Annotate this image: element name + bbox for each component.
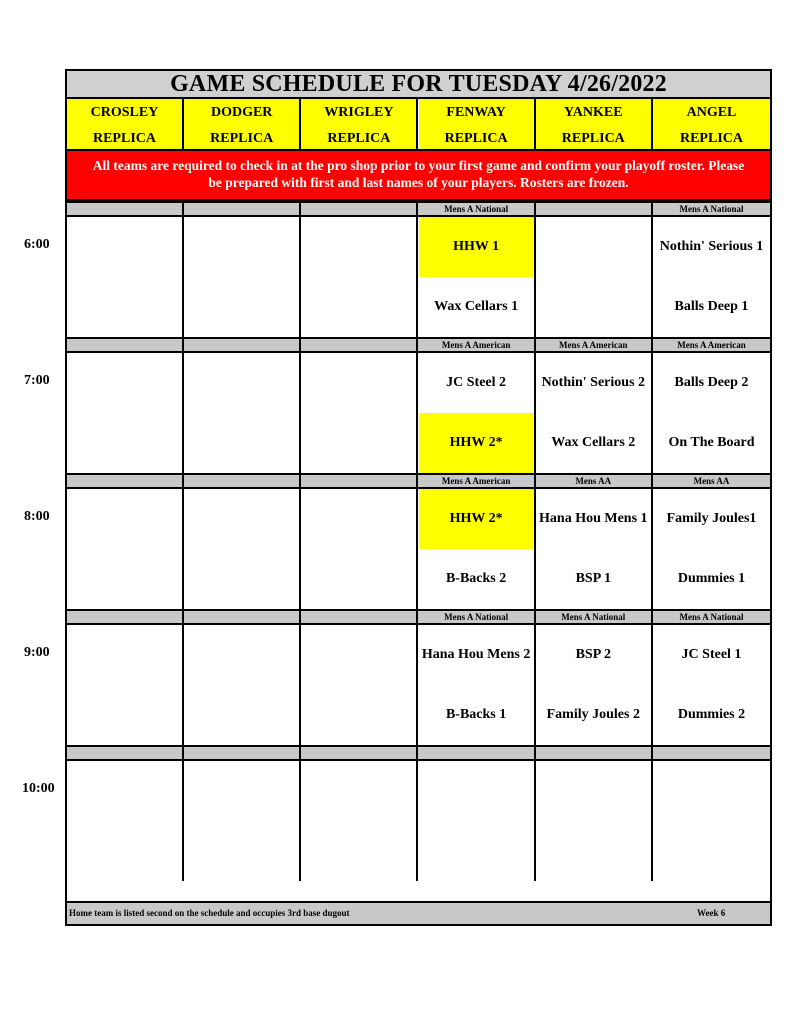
home-team [67, 549, 182, 609]
field-subtitle: REPLICA [92, 131, 156, 146]
away-team [184, 625, 299, 685]
away-team: BSP 2 [575, 647, 611, 662]
game-cell [184, 217, 301, 337]
game-cell [301, 217, 418, 337]
time-slot-row [67, 489, 770, 609]
game-cell [653, 353, 770, 473]
game-cell [301, 625, 418, 745]
division-label: Mens A American [419, 475, 536, 487]
division-label [536, 203, 653, 215]
field-header-row [67, 99, 770, 149]
division-row [67, 745, 770, 761]
division-label [301, 475, 418, 487]
away-team [301, 217, 416, 277]
game-cell [184, 353, 301, 473]
game-cell [67, 217, 184, 337]
home-team: Wax Cellars 2 [551, 435, 636, 450]
division-label [301, 339, 418, 351]
division-label [67, 339, 184, 351]
away-team [184, 761, 299, 821]
field-name: FENWAY [446, 105, 506, 120]
time-label: 10:00 [22, 781, 55, 796]
time-label: 9:00 [24, 645, 50, 660]
game-cell [536, 761, 653, 881]
division-label [67, 203, 184, 215]
time-slot-row [67, 353, 770, 473]
away-team: JC Steel 2 [446, 375, 507, 390]
division-label [184, 339, 301, 351]
game-cell [536, 217, 653, 337]
division-label [184, 747, 301, 759]
field-subtitle: REPLICA [210, 131, 274, 146]
home-team [67, 821, 182, 881]
game-cell [67, 761, 184, 881]
game-cell [653, 625, 770, 745]
division-label [67, 747, 184, 759]
away-team [67, 217, 182, 277]
division-label [184, 611, 301, 623]
division-label: Mens A American [536, 339, 653, 351]
away-team [184, 217, 299, 277]
away-team [184, 353, 299, 413]
division-label [536, 747, 653, 759]
game-cell [419, 217, 536, 337]
home-team [301, 685, 416, 745]
home-team [301, 277, 416, 337]
home-team: HHW 2* [419, 413, 534, 473]
game-cell [419, 353, 536, 473]
field-name: WRIGLEY [324, 105, 394, 120]
footer-bar [67, 901, 770, 924]
home-team: Balls Deep 1 [674, 299, 749, 314]
away-team: Nothin' Serious 2 [541, 375, 646, 390]
game-cell [67, 353, 184, 473]
home-team: Family Joules 2 [546, 707, 640, 722]
game-cell [67, 625, 184, 745]
division-label [184, 475, 301, 487]
away-team [536, 761, 651, 821]
away-team [301, 489, 416, 549]
division-row [67, 337, 770, 353]
division-label [67, 475, 184, 487]
away-team: HHW 1 [419, 217, 534, 277]
division-label [184, 203, 301, 215]
division-label [67, 611, 184, 623]
field-header-crosley [67, 99, 184, 149]
home-team [653, 821, 770, 881]
away-team [301, 625, 416, 685]
home-team: B-Backs 2 [445, 571, 507, 586]
division-label: Mens A National [679, 204, 744, 214]
division-label [301, 203, 418, 215]
division-label: Mens A National [679, 612, 744, 622]
field-subtitle: REPLICA [327, 131, 391, 146]
game-cell [301, 489, 418, 609]
away-team: HHW 2* [419, 489, 534, 549]
footer-note: Home team is listed second on the schedule and occupies 3rd base dugout [69, 908, 350, 918]
home-team [184, 549, 299, 609]
away-team: JC Steel 1 [681, 647, 742, 662]
game-cell [184, 625, 301, 745]
time-label: 6:00 [24, 237, 50, 252]
home-team [536, 277, 651, 337]
time-slot-row [67, 217, 770, 337]
field-subtitle: REPLICA [679, 131, 743, 146]
home-team [301, 413, 416, 473]
away-team [653, 761, 770, 821]
game-cell [536, 489, 653, 609]
home-team [301, 821, 416, 881]
home-team [184, 821, 299, 881]
checkin-notice: All teams are required to check in at the pro shop prior to your first game and confirm your playoff roster. Please be prepared with first and last names of your players. Rosters are frozen. [67, 149, 770, 201]
game-cell [653, 761, 770, 881]
away-team: Balls Deep 2 [674, 375, 749, 390]
game-cell [419, 625, 536, 745]
division-label [301, 747, 418, 759]
away-team [301, 761, 416, 821]
home-team [67, 413, 182, 473]
home-team: Wax Cellars 1 [434, 299, 519, 314]
away-team: Family Joules1 [666, 511, 757, 526]
game-cell [301, 353, 418, 473]
division-label: Mens AA [536, 475, 653, 487]
game-cell [536, 353, 653, 473]
division-row [67, 609, 770, 625]
game-cell [301, 761, 418, 881]
home-team [184, 413, 299, 473]
field-name: CROSLEY [90, 105, 159, 120]
schedule-sheet [65, 69, 772, 926]
division-label: Mens A National [419, 611, 536, 623]
time-slot-row [67, 625, 770, 745]
schedule-title: GAME SCHEDULE FOR TUESDAY 4/26/2022 [67, 71, 770, 99]
field-header-wrigley [301, 99, 418, 149]
game-cell [184, 761, 301, 881]
field-header-angel [653, 99, 770, 149]
away-team [301, 353, 416, 413]
game-cell [184, 489, 301, 609]
away-team [67, 761, 182, 821]
home-team: B-Backs 1 [445, 707, 507, 722]
field-subtitle: REPLICA [561, 131, 625, 146]
home-team: BSP 1 [575, 571, 611, 586]
division-label: Mens A American [419, 339, 536, 351]
division-label [301, 611, 418, 623]
home-team: Dummies 2 [677, 707, 746, 722]
home-team [67, 685, 182, 745]
home-team [301, 549, 416, 609]
division-label: Mens A National [419, 203, 536, 215]
time-label: 8:00 [24, 509, 50, 524]
game-cell [536, 625, 653, 745]
time-label: 7:00 [24, 373, 50, 388]
game-cell [653, 217, 770, 337]
away-team [67, 353, 182, 413]
field-name: YANKEE [563, 105, 623, 120]
away-team [536, 217, 651, 277]
away-team: Hana Hou Mens 2 [421, 647, 531, 662]
home-team: Dummies 1 [677, 571, 746, 586]
division-label: Mens A American [677, 340, 746, 350]
away-team [184, 489, 299, 549]
division-row [67, 473, 770, 489]
away-team [67, 625, 182, 685]
home-team [184, 685, 299, 745]
away-team [67, 489, 182, 549]
week-label: Week 6 [697, 908, 726, 918]
field-header-yankee [536, 99, 653, 149]
division-label: Mens AA [693, 476, 730, 486]
division-label: Mens A National [536, 611, 653, 623]
home-team [419, 821, 534, 881]
game-cell [653, 489, 770, 609]
away-team: Hana Hou Mens 1 [539, 511, 648, 526]
game-cell [67, 489, 184, 609]
home-team: On The Board [668, 435, 755, 450]
home-team [67, 277, 182, 337]
division-row [67, 201, 770, 217]
time-slot-row [67, 761, 770, 881]
field-name: ANGEL [686, 105, 737, 120]
field-subtitle: REPLICA [444, 131, 508, 146]
home-team [184, 277, 299, 337]
division-label [653, 747, 770, 759]
field-header-dodger [184, 99, 301, 149]
game-cell [419, 489, 536, 609]
away-team [419, 761, 534, 821]
division-label [419, 747, 536, 759]
game-cell [419, 761, 536, 881]
home-team [536, 821, 651, 881]
away-team: Nothin' Serious 1 [659, 239, 764, 254]
field-name: DODGER [210, 105, 273, 120]
field-header-fenway [419, 99, 536, 149]
